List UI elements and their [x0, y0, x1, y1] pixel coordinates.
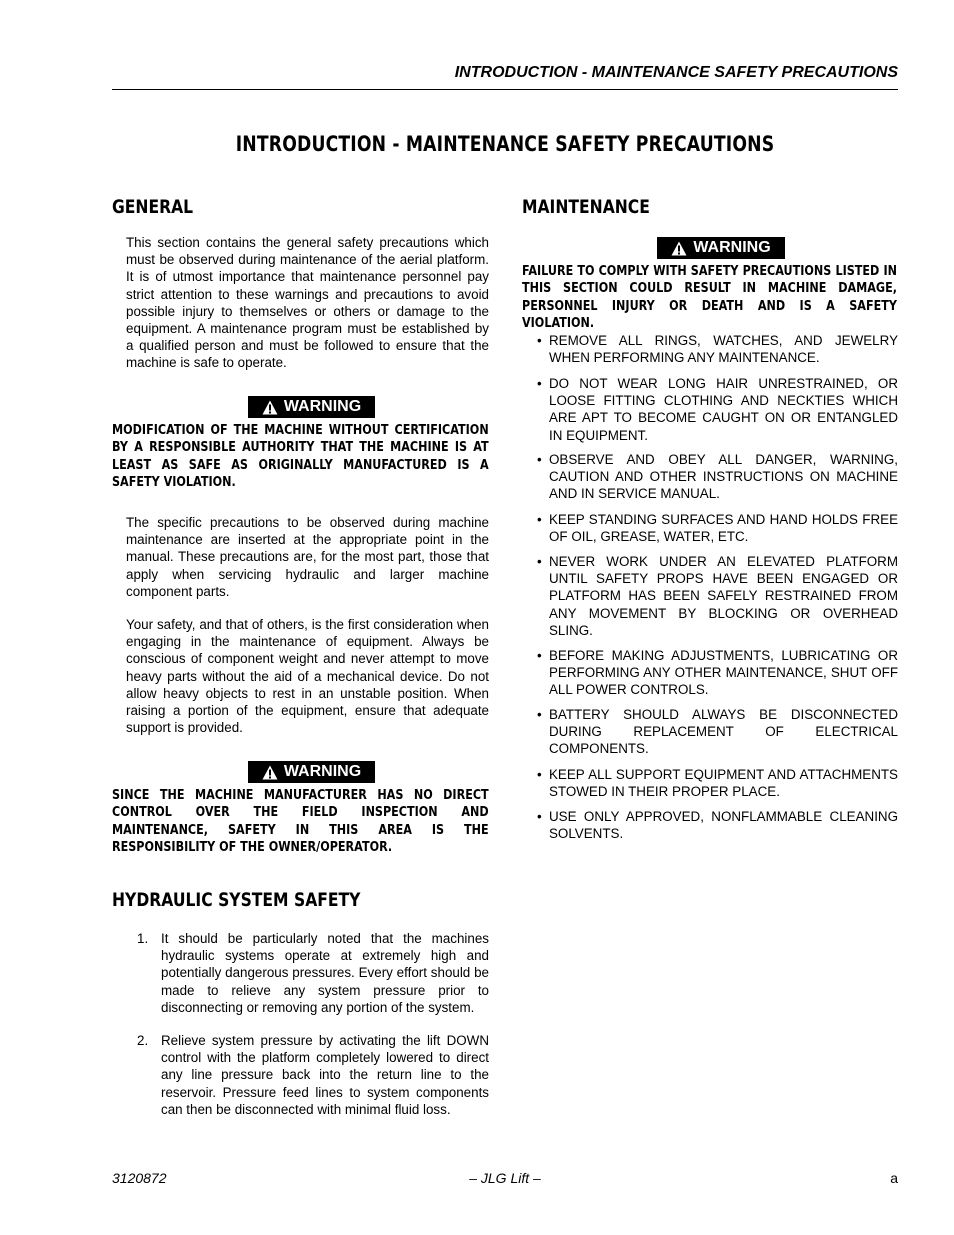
- numbered-item: [137, 1032, 489, 1118]
- bullet-point: •: [537, 452, 542, 467]
- bullet-point: •: [537, 376, 542, 391]
- general-warning-text: MODIFICATION OF THE MACHINE WITHOUT CERTIFICATION BY A RESPONSIBLE AUTHORITY THAT THE MACHINE IS AT LEAST AS SAFE AS ORIGINALLY MANUFACTURED IS A SAFETY VIOLATION.: [112, 423, 489, 491]
- maintenance-heading: MAINTENANCE: [522, 196, 650, 218]
- bullet-text: USE ONLY APPROVED, NONFLAMMABLE CLEANING SOLVENTS.: [549, 809, 898, 842]
- list-item: [537, 647, 898, 699]
- general-heading: GENERAL: [112, 196, 194, 218]
- list-item: [537, 332, 898, 366]
- warning-badge: [248, 761, 375, 783]
- list-item: [537, 706, 898, 758]
- owner-responsibility-warning-text: SINCE THE MACHINE MANUFACTURER HAS NO DIRECT CONTROL OVER THE FIELD INSPECTION AND MAINTENANCE, SAFETY IN THIS AREA IS THE RESPONSIBILITY OF THE OWNER/OPERATOR.: [112, 788, 489, 856]
- page-title: INTRODUCTION - MAINTENANCE SAFETY PRECAUTIONS: [235, 132, 775, 156]
- item-number: 1.: [137, 931, 149, 946]
- page-number: a: [890, 1170, 898, 1186]
- bullet-point: •: [537, 512, 542, 527]
- bullet-text: DO NOT WEAR LONG HAIR UNRESTRAINED, OR LOOSE FITTING CLOTHING AND NECKTIES WHICH ARE APT TO BECOME CAUGHT ON OR ENTANGLED IN EQUIPMENT.: [549, 376, 898, 443]
- bullet-point: •: [537, 767, 542, 782]
- list-item: [537, 808, 898, 842]
- bullet-text: BEFORE MAKING ADJUSTMENTS, LUBRICATING OR PERFORMING ANY OTHER MAINTENANCE, SHUT OFF ALL POWER CONTROLS.: [549, 648, 898, 698]
- warning-triangle-icon: [262, 400, 278, 415]
- list-item: [537, 766, 898, 800]
- bullet-point: •: [537, 648, 542, 663]
- item-number: 2.: [137, 1033, 149, 1048]
- bullet-point: •: [537, 707, 542, 722]
- warning-badge-label: WARNING: [693, 239, 771, 256]
- bullet-point: •: [537, 554, 542, 569]
- header-rule: [112, 89, 898, 90]
- general-paragraph-2: The specific precautions to be observed during machine maintenance are inserted at the appropriate point in the manual. These precautions are, for the most part, those that apply when servicing hydraulic and larger machine component parts.: [126, 515, 489, 599]
- list-item: [537, 451, 898, 503]
- bullet-text: KEEP ALL SUPPORT EQUIPMENT AND ATTACHMENTS STOWED IN THEIR PROPER PLACE.: [549, 767, 898, 800]
- warning-badge-label: WARNING: [283, 398, 362, 415]
- document-number: 3120872: [112, 1170, 167, 1186]
- item-text: It should be particularly noted that the machines hydraulic systems operate at extremely high and potentially dangerous pressures. Every effort should be made to relieve any system pressure prior to disconnecting or removing any portion of the system.: [161, 931, 489, 1015]
- warning-badge: [657, 237, 785, 259]
- list-item: [537, 375, 898, 444]
- bullet-text: BATTERY SHOULD ALWAYS BE DISCONNECTED DURING REPLACEMENT OF ELECTRICAL COMPONENTS.: [549, 707, 898, 757]
- warning-badge-label: WARNING: [283, 763, 362, 780]
- general-paragraph-3: Your safety, and that of others, is the first consideration when engaging in the maintenance of equipment. Always be conscious of component weight and never attempt to move heavy parts without the aid of a mechanical device. Do not allow heavy objects to rest in an unstable position. When raising a portion of the equipment, ensure that adequate support is provided.: [126, 617, 489, 736]
- running-head: INTRODUCTION - MAINTENANCE SAFETY PRECAUTIONS: [454, 64, 898, 81]
- list-item: [537, 511, 898, 545]
- warning-badge: [248, 396, 375, 418]
- bullet-text: OBSERVE AND OBEY ALL DANGER, WARNING, CAUTION AND OTHER INSTRUCTIONS ON MACHINE AND IN SERVICE MANUAL.: [549, 452, 898, 502]
- bullet-text: REMOVE ALL RINGS, WATCHES, AND JEWELRY WHEN PERFORMING ANY MAINTENANCE.: [549, 333, 898, 366]
- item-text: Relieve system pressure by activating the lift DOWN control with the platform completely lowered to direct any line pressure back into the return line to the reservoir. Pressure feed lines to system components can then be disconnected with minimal fluid loss.: [161, 1033, 489, 1117]
- list-item: [537, 553, 898, 639]
- general-intro-paragraph: This section contains the general safety precautions which must be observed during maintenance of the aerial platform. It is of utmost importance that maintenance personnel pay strict attention to these warnings and precautions to avoid possible injury to themselves or others or damage to the equipment. A maintenance program must be established by a qualified person and must be followed to ensure that the machine is safe to operate.: [126, 235, 489, 371]
- bullet-point: •: [537, 809, 542, 824]
- footer-brand: – JLG Lift –: [469, 1170, 541, 1186]
- numbered-item: [137, 930, 489, 1016]
- warning-triangle-icon: [262, 765, 278, 780]
- warning-triangle-icon: [671, 241, 687, 256]
- bullet-text: KEEP STANDING SURFACES AND HAND HOLDS FREE OF OIL, GREASE, WATER, ETC.: [549, 512, 898, 545]
- hydraulic-safety-heading: HYDRAULIC SYSTEM SAFETY: [112, 889, 361, 911]
- bullet-point: •: [537, 333, 542, 348]
- maintenance-warning-text: FAILURE TO COMPLY WITH SAFETY PRECAUTIONS LISTED IN THIS SECTION COULD RESULT IN MACHINE DAMAGE, PERSONNEL INJURY OR DEATH AND IS A SAFETY VIOLATION.: [522, 264, 897, 332]
- bullet-text: NEVER WORK UNDER AN ELEVATED PLATFORM UNTIL SAFETY PROPS HAVE BEEN ENGAGED OR PLATFORM HAS BEEN SAFELY RESTRAINED FROM ANY MOVEMENT BY BLOCKING OR OVERHEAD SLING.: [549, 554, 898, 638]
